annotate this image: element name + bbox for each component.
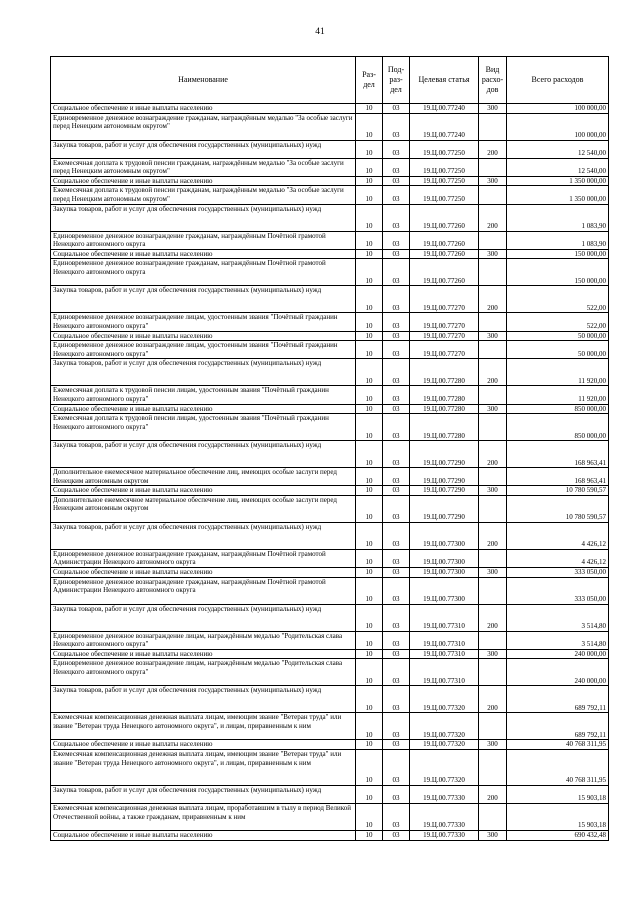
row-razdel: 10 xyxy=(356,176,383,186)
row-name: Единовременное денежное вознаграждение лицам, удостоенным звания "Почётный гражданин Ненецкого автономного округа" xyxy=(51,341,356,359)
row-razdel: 10 xyxy=(356,104,383,114)
row-total: 3 514,80 xyxy=(507,604,609,631)
row-vid xyxy=(479,186,507,204)
row-razdel: 10 xyxy=(356,204,383,231)
row-name: Социальное обеспечение и иные выплаты населению xyxy=(51,104,356,114)
row-razdel: 10 xyxy=(356,113,383,140)
row-total: 50 000,00 xyxy=(507,341,609,359)
table-row xyxy=(51,750,609,786)
row-target: 19.Ц.00.77330 xyxy=(410,831,479,841)
row-vid: 300 xyxy=(479,486,507,496)
table-row xyxy=(51,231,609,249)
header-target: Целевая статья xyxy=(410,57,479,104)
row-name: Закупка товаров, работ и услуг для обеспечения государственных (муниципальных) нужд xyxy=(51,686,356,713)
row-target: 19.Ц.00.77270 xyxy=(410,331,479,341)
row-name: Социальное обеспечение и иные выплаты населению xyxy=(51,649,356,659)
row-target: 19.Ц.00.77290 xyxy=(410,495,479,522)
row-total: 240 000,00 xyxy=(507,649,609,659)
row-podrazdel: 03 xyxy=(383,468,410,486)
header-vid: Вид расхо-дов xyxy=(479,57,507,104)
row-razdel: 10 xyxy=(356,404,383,414)
table-row xyxy=(51,441,609,468)
row-total: 1 083,90 xyxy=(507,231,609,249)
row-name: Дополнительное ежемесячное материальное обеспечение лиц, имеющих особые заслуги перед Ненецким автономным округом xyxy=(51,495,356,522)
table-row xyxy=(51,549,609,567)
row-podrazdel: 03 xyxy=(383,386,410,404)
row-vid: 200 xyxy=(479,286,507,313)
row-name: Социальное обеспечение и иные выплаты населению xyxy=(51,331,356,341)
row-vid xyxy=(479,259,507,286)
row-vid: 300 xyxy=(479,404,507,414)
table-row xyxy=(51,495,609,522)
row-target: 19.Ц.00.77290 xyxy=(410,441,479,468)
row-target: 19.Ц.00.77280 xyxy=(410,386,479,404)
table-row xyxy=(51,568,609,578)
row-total: 333 050,00 xyxy=(507,577,609,604)
row-razdel: 10 xyxy=(356,186,383,204)
row-vid xyxy=(479,750,507,786)
table-row xyxy=(51,386,609,404)
row-vid: 200 xyxy=(479,786,507,804)
row-target: 19.Ц.00.77320 xyxy=(410,740,479,750)
row-target: 19.Ц.00.77310 xyxy=(410,631,479,649)
row-name: Дополнительное ежемесячное материальное обеспечение лиц, имеющих особые заслуги перед Ненецким автономным округом xyxy=(51,468,356,486)
table-row xyxy=(51,740,609,750)
row-podrazdel: 03 xyxy=(383,186,410,204)
row-target: 19.Ц.00.77270 xyxy=(410,341,479,359)
row-podrazdel: 03 xyxy=(383,341,410,359)
row-razdel: 10 xyxy=(356,414,383,441)
row-target: 19.Ц.00.77320 xyxy=(410,713,479,740)
row-total: 850 000,00 xyxy=(507,404,609,414)
row-name: Закупка товаров, работ и услуг для обеспечения государственных (муниципальных) нужд xyxy=(51,359,356,386)
row-total: 689 792,11 xyxy=(507,686,609,713)
table-row xyxy=(51,186,609,204)
row-podrazdel: 03 xyxy=(383,831,410,841)
table-row xyxy=(51,286,609,313)
row-vid: 200 xyxy=(479,604,507,631)
row-podrazdel: 03 xyxy=(383,231,410,249)
row-total: 4 426,12 xyxy=(507,549,609,567)
row-razdel: 10 xyxy=(356,331,383,341)
row-razdel: 10 xyxy=(356,786,383,804)
row-razdel: 10 xyxy=(356,659,383,686)
table-row xyxy=(51,468,609,486)
row-name: Закупка товаров, работ и услуг для обеспечения государственных (муниципальных) нужд xyxy=(51,604,356,631)
row-vid: 300 xyxy=(479,831,507,841)
row-podrazdel: 03 xyxy=(383,104,410,114)
row-razdel: 10 xyxy=(356,495,383,522)
row-podrazdel: 03 xyxy=(383,568,410,578)
row-podrazdel: 03 xyxy=(383,740,410,750)
row-total: 1 350 000,00 xyxy=(507,176,609,186)
row-total: 11 920,00 xyxy=(507,386,609,404)
row-podrazdel: 03 xyxy=(383,631,410,649)
table-row xyxy=(51,831,609,841)
row-vid: 200 xyxy=(479,686,507,713)
row-razdel: 10 xyxy=(356,468,383,486)
row-target: 19.Ц.00.77330 xyxy=(410,786,479,804)
row-vid xyxy=(479,804,507,831)
row-total: 168 963,41 xyxy=(507,441,609,468)
table-row xyxy=(51,249,609,259)
row-vid: 300 xyxy=(479,249,507,259)
row-vid: 200 xyxy=(479,441,507,468)
row-target: 19.Ц.00.77280 xyxy=(410,414,479,441)
table-row xyxy=(51,414,609,441)
row-name: Социальное обеспечение и иные выплаты населению xyxy=(51,176,356,186)
row-vid: 300 xyxy=(479,568,507,578)
row-vid: 200 xyxy=(479,522,507,549)
table-row xyxy=(51,140,609,158)
row-razdel: 10 xyxy=(356,140,383,158)
row-razdel: 10 xyxy=(356,577,383,604)
table-row xyxy=(51,577,609,604)
row-total: 690 432,48 xyxy=(507,831,609,841)
row-vid: 200 xyxy=(479,140,507,158)
row-total: 850 000,00 xyxy=(507,414,609,441)
table-row xyxy=(51,176,609,186)
row-podrazdel: 03 xyxy=(383,649,410,659)
row-razdel: 10 xyxy=(356,359,383,386)
row-target: 19.Ц.00.77260 xyxy=(410,204,479,231)
row-target: 19.Ц.00.77310 xyxy=(410,604,479,631)
row-name: Социальное обеспечение и иные выплаты населению xyxy=(51,249,356,259)
row-total: 100 000,00 xyxy=(507,113,609,140)
row-razdel: 10 xyxy=(356,259,383,286)
row-name: Закупка товаров, работ и услуг для обеспечения государственных (муниципальных) нужд xyxy=(51,140,356,158)
row-total: 15 903,18 xyxy=(507,786,609,804)
row-vid: 200 xyxy=(479,204,507,231)
row-vid xyxy=(479,659,507,686)
row-podrazdel: 03 xyxy=(383,331,410,341)
row-razdel: 10 xyxy=(356,486,383,496)
row-name: Единовременное денежное вознаграждение гражданам, награждённым Почётной грамотой Администрации Ненецкого автономного округа xyxy=(51,577,356,604)
row-vid: 200 xyxy=(479,359,507,386)
row-vid xyxy=(479,386,507,404)
page-number: 41 xyxy=(315,27,325,37)
row-podrazdel: 03 xyxy=(383,249,410,259)
row-target: 19.Ц.00.77290 xyxy=(410,486,479,496)
row-name: Единовременное денежное вознаграждение гражданам, награждённым Почётной грамотой Ненецкого автономного округа xyxy=(51,259,356,286)
row-target: 19.Ц.00.77250 xyxy=(410,158,479,176)
row-target: 19.Ц.00.77300 xyxy=(410,549,479,567)
table-row xyxy=(51,604,609,631)
row-vid xyxy=(479,631,507,649)
row-razdel: 10 xyxy=(356,804,383,831)
row-name: Ежемесячная компенсационная денежная выплата лицам, имеющим звание "Ветеран труда" или звание "Ветеран труда Ненецкого автономного округа", и лицам, приравненным к ним xyxy=(51,713,356,740)
row-podrazdel: 03 xyxy=(383,686,410,713)
row-target: 19.Ц.00.77280 xyxy=(410,404,479,414)
row-podrazdel: 03 xyxy=(383,158,410,176)
row-name: Социальное обеспечение и иные выплаты населению xyxy=(51,486,356,496)
row-total: 240 000,00 xyxy=(507,659,609,686)
table-row xyxy=(51,313,609,331)
row-razdel: 10 xyxy=(356,568,383,578)
table-row xyxy=(51,804,609,831)
row-name: Социальное обеспечение и иные выплаты населению xyxy=(51,404,356,414)
row-vid xyxy=(479,549,507,567)
row-razdel: 10 xyxy=(356,750,383,786)
table-row xyxy=(51,713,609,740)
row-podrazdel: 03 xyxy=(383,713,410,740)
row-total: 1 083,90 xyxy=(507,204,609,231)
row-target: 19.Ц.00.77310 xyxy=(410,649,479,659)
row-vid xyxy=(479,158,507,176)
row-target: 19.Ц.00.77260 xyxy=(410,259,479,286)
row-podrazdel: 03 xyxy=(383,549,410,567)
row-razdel: 10 xyxy=(356,831,383,841)
row-name: Ежемесячная компенсационная денежная выплата лицам, имеющим звание "Ветеран труда" или звание "Ветеран труда Ненецкого автономного округа", и лицам, приравненным к ним xyxy=(51,750,356,786)
row-total: 12 540,00 xyxy=(507,140,609,158)
row-total: 1 350 000,00 xyxy=(507,186,609,204)
row-target: 19.Ц.00.77240 xyxy=(410,104,479,114)
row-total: 15 903,18 xyxy=(507,804,609,831)
table-row xyxy=(51,659,609,686)
header-name: Наименование xyxy=(51,57,356,104)
row-vid xyxy=(479,231,507,249)
row-target: 19.Ц.00.77320 xyxy=(410,686,479,713)
row-target: 19.Ц.00.77250 xyxy=(410,140,479,158)
row-total: 12 540,00 xyxy=(507,158,609,176)
row-name: Единовременное денежное вознаграждение гражданам, награждённым Почётной грамотой Администрации Ненецкого автономного округа xyxy=(51,549,356,567)
row-razdel: 10 xyxy=(356,604,383,631)
row-vid xyxy=(479,341,507,359)
row-razdel: 10 xyxy=(356,231,383,249)
row-name: Закупка товаров, работ и услуг для обеспечения государственных (муниципальных) нужд xyxy=(51,522,356,549)
row-podrazdel: 03 xyxy=(383,577,410,604)
row-name: Ежемесячная доплата к трудовой пенсии лицам, удостоенным звания "Почётный гражданин Ненецкого автономного округа" xyxy=(51,386,356,404)
row-vid xyxy=(479,495,507,522)
row-total: 150 000,00 xyxy=(507,249,609,259)
row-vid xyxy=(479,113,507,140)
row-target: 19.Ц.00.77300 xyxy=(410,568,479,578)
table-row xyxy=(51,204,609,231)
row-target: 19.Ц.00.77250 xyxy=(410,176,479,186)
row-name: Единовременное денежное вознаграждение лицам, награждённым медалью "Родительская слава Ненецкого автономного округа" xyxy=(51,659,356,686)
row-podrazdel: 03 xyxy=(383,414,410,441)
row-target: 19.Ц.00.77320 xyxy=(410,750,479,786)
row-target: 19.Ц.00.77330 xyxy=(410,804,479,831)
row-podrazdel: 03 xyxy=(383,359,410,386)
row-razdel: 10 xyxy=(356,713,383,740)
table-row xyxy=(51,649,609,659)
row-podrazdel: 03 xyxy=(383,604,410,631)
row-razdel: 10 xyxy=(356,686,383,713)
row-name: Закупка товаров, работ и услуг для обеспечения государственных (муниципальных) нужд xyxy=(51,204,356,231)
row-podrazdel: 03 xyxy=(383,495,410,522)
row-name: Единовременное денежное вознаграждение гражданам, награждённым Почётной грамотой Ненецкого автономного округа xyxy=(51,231,356,249)
row-vid xyxy=(479,313,507,331)
table-row xyxy=(51,359,609,386)
table-row xyxy=(51,404,609,414)
table-row xyxy=(51,686,609,713)
table-row xyxy=(51,259,609,286)
row-razdel: 10 xyxy=(356,313,383,331)
row-vid xyxy=(479,468,507,486)
row-podrazdel: 03 xyxy=(383,286,410,313)
row-name: Закупка товаров, работ и услуг для обеспечения государственных (муниципальных) нужд xyxy=(51,441,356,468)
row-razdel: 10 xyxy=(356,522,383,549)
table-row xyxy=(51,786,609,804)
row-target: 19.Ц.00.77300 xyxy=(410,522,479,549)
table-row xyxy=(51,158,609,176)
row-name: Единовременное денежное вознаграждение лицам, удостоенным звания "Почётный гражданин Ненецкого автономного округа" xyxy=(51,313,356,331)
budget-table xyxy=(50,56,609,841)
row-target: 19.Ц.00.77270 xyxy=(410,286,479,313)
row-name: Ежемесячная доплата к трудовой пенсии гражданам, награждённым медалью "За особые заслуги перед Ненецким автономным округом" xyxy=(51,158,356,176)
row-razdel: 10 xyxy=(356,649,383,659)
row-name: Социальное обеспечение и иные выплаты населению xyxy=(51,740,356,750)
row-target: 19.Ц.00.77310 xyxy=(410,659,479,686)
header-podrazdel: Под-раз-дел xyxy=(383,57,410,104)
row-vid: 300 xyxy=(479,649,507,659)
table-row xyxy=(51,104,609,114)
row-target: 19.Ц.00.77260 xyxy=(410,231,479,249)
row-podrazdel: 03 xyxy=(383,486,410,496)
row-total: 100 000,00 xyxy=(507,104,609,114)
row-target: 19.Ц.00.77250 xyxy=(410,186,479,204)
header-razdel: Раз-дел xyxy=(356,57,383,104)
row-razdel: 10 xyxy=(356,441,383,468)
row-vid: 300 xyxy=(479,740,507,750)
row-name: Ежемесячная доплата к трудовой пенсии гражданам, награждённым медалью "За особые заслуги перед Ненецким автономным округом" xyxy=(51,186,356,204)
row-vid: 300 xyxy=(479,104,507,114)
row-podrazdel: 03 xyxy=(383,313,410,331)
row-podrazdel: 03 xyxy=(383,140,410,158)
row-podrazdel: 03 xyxy=(383,804,410,831)
row-podrazdel: 03 xyxy=(383,441,410,468)
row-razdel: 10 xyxy=(356,249,383,259)
row-total: 522,00 xyxy=(507,286,609,313)
row-target: 19.Ц.00.77240 xyxy=(410,113,479,140)
row-razdel: 10 xyxy=(356,631,383,649)
row-razdel: 10 xyxy=(356,549,383,567)
header-total: Всего расходов xyxy=(507,57,609,104)
row-name: Единовременное денежное вознаграждение лицам, награждённым медалью "Родительская слава Ненецкого автономного округа" xyxy=(51,631,356,649)
row-name: Социальное обеспечение и иные выплаты населению xyxy=(51,568,356,578)
row-podrazdel: 03 xyxy=(383,113,410,140)
row-podrazdel: 03 xyxy=(383,522,410,549)
row-target: 19.Ц.00.77280 xyxy=(410,359,479,386)
row-total: 40 768 311,95 xyxy=(507,740,609,750)
row-podrazdel: 03 xyxy=(383,659,410,686)
row-total: 3 514,80 xyxy=(507,631,609,649)
row-razdel: 10 xyxy=(356,286,383,313)
row-total: 11 920,00 xyxy=(507,359,609,386)
row-total: 4 426,12 xyxy=(507,522,609,549)
row-vid xyxy=(479,577,507,604)
row-name: Ежемесячная компенсационная денежная выплата лицам, проработавшим в тылу в период Великой Отечественной войны, а также гражданам, приравненным к ним xyxy=(51,804,356,831)
row-total: 168 963,41 xyxy=(507,468,609,486)
row-razdel: 10 xyxy=(356,386,383,404)
table-row xyxy=(51,113,609,140)
table-row xyxy=(51,522,609,549)
row-target: 19.Ц.00.77260 xyxy=(410,249,479,259)
row-total: 522,00 xyxy=(507,313,609,331)
row-vid xyxy=(479,713,507,740)
row-name: Закупка товаров, работ и услуг для обеспечения государственных (муниципальных) нужд xyxy=(51,786,356,804)
row-podrazdel: 03 xyxy=(383,259,410,286)
row-vid xyxy=(479,414,507,441)
row-total: 50 000,00 xyxy=(507,331,609,341)
row-total: 689 792,11 xyxy=(507,713,609,740)
row-razdel: 10 xyxy=(356,740,383,750)
row-razdel: 10 xyxy=(356,158,383,176)
table-body xyxy=(51,104,609,841)
row-name: Закупка товаров, работ и услуг для обеспечения государственных (муниципальных) нужд xyxy=(51,286,356,313)
table-row xyxy=(51,331,609,341)
table-row xyxy=(51,631,609,649)
table-row xyxy=(51,341,609,359)
row-name: Ежемесячная доплата к трудовой пенсии лицам, удостоенным звания "Почётный гражданин Ненецкого автономного округа" xyxy=(51,414,356,441)
row-podrazdel: 03 xyxy=(383,750,410,786)
row-name: Единовременное денежное вознаграждение гражданам, награждённым медалью "За особые заслуги перед Ненецким автономным округом" xyxy=(51,113,356,140)
row-total: 150 000,00 xyxy=(507,259,609,286)
row-target: 19.Ц.00.77300 xyxy=(410,577,479,604)
row-target: 19.Ц.00.77270 xyxy=(410,313,479,331)
row-total: 40 768 311,95 xyxy=(507,750,609,786)
row-total: 333 050,00 xyxy=(507,568,609,578)
row-total: 10 780 590,57 xyxy=(507,486,609,496)
row-total: 10 780 590,57 xyxy=(507,495,609,522)
table-row xyxy=(51,486,609,496)
row-podrazdel: 03 xyxy=(383,176,410,186)
table-header xyxy=(51,57,609,104)
row-podrazdel: 03 xyxy=(383,404,410,414)
row-razdel: 10 xyxy=(356,341,383,359)
row-target: 19.Ц.00.77290 xyxy=(410,468,479,486)
row-vid: 300 xyxy=(479,331,507,341)
row-podrazdel: 03 xyxy=(383,786,410,804)
row-podrazdel: 03 xyxy=(383,204,410,231)
row-vid: 300 xyxy=(479,176,507,186)
row-name: Социальное обеспечение и иные выплаты населению xyxy=(51,831,356,841)
